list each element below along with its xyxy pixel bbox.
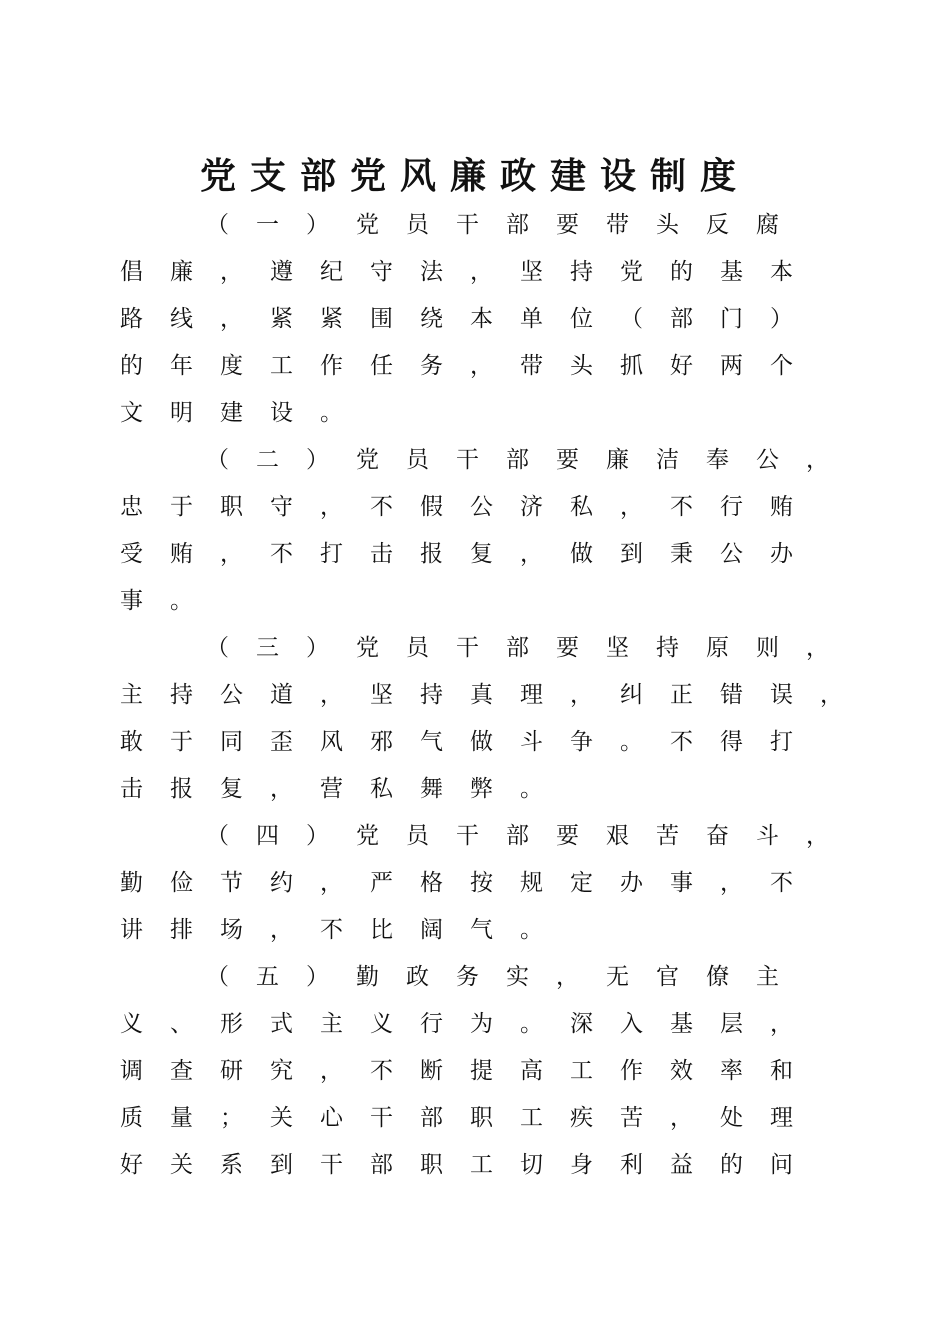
document-title: 党支部党风廉政建设制度 bbox=[199, 155, 750, 197]
paragraph-3-line-3: 敢于同歪风邪气做斗争。不得打 bbox=[120, 729, 820, 755]
paragraph-4-line-3: 讲排场，不比阔气。 bbox=[120, 917, 570, 943]
paragraph-1-line-5: 文明建设。 bbox=[120, 400, 370, 426]
paragraph-2-line-3: 受贿，不打击报复，做到秉公办 bbox=[120, 541, 820, 567]
paragraph-4-line-1: （四）党员干部要艰苦奋斗， bbox=[206, 823, 856, 849]
paragraph-5-line-2: 义、形式主义行为。深入基层， bbox=[120, 1011, 820, 1037]
paragraph-5-line-1: （五）勤政务实，无官僚主 bbox=[206, 964, 806, 990]
paragraph-2-line-1: （二）党员干部要廉洁奉公， bbox=[206, 447, 856, 473]
paragraph-1-line-1: （一）党员干部要带头反腐 bbox=[206, 212, 806, 238]
paragraph-5-line-5: 好关系到干部职工切身利益的问 bbox=[120, 1152, 820, 1178]
paragraph-3-line-1: （三）党员干部要坚持原则， bbox=[206, 635, 856, 661]
paragraph-1-line-2: 倡廉，遵纪守法，坚持党的基本 bbox=[120, 259, 820, 285]
paragraph-3-line-4: 击报复，营私舞弊。 bbox=[120, 776, 570, 802]
document-body bbox=[120, 202, 880, 1189]
paragraph-5-line-3: 调查研究，不断提高工作效率和 bbox=[120, 1058, 820, 1084]
paragraph-4-line-2: 勤俭节约，严格按规定办事，不 bbox=[120, 870, 820, 896]
paragraph-2-line-4: 事。 bbox=[120, 588, 220, 614]
paragraph-1-line-3: 路线，紧紧围绕本单位（部门） bbox=[120, 306, 820, 332]
paragraph-3-line-2: 主持公道，坚持真理，纠正错误， bbox=[120, 682, 870, 708]
paragraph-5-line-4: 质量；关心干部职工疾苦，处理 bbox=[120, 1105, 820, 1131]
paragraph-1-line-4: 的年度工作任务，带头抓好两个 bbox=[120, 353, 820, 379]
paragraph-2-line-2: 忠于职守，不假公济私，不行贿 bbox=[120, 494, 820, 520]
